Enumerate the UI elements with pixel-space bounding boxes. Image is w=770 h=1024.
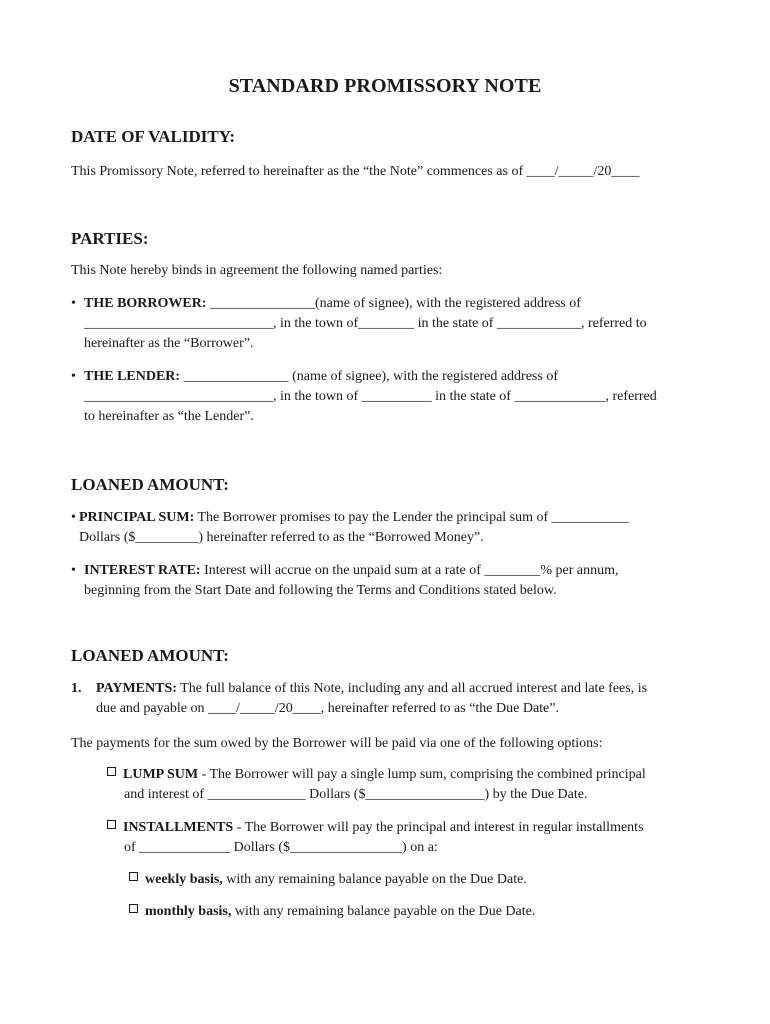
options-intro: The payments for the sum owed by the Borrower will be paid via one of the following options:	[71, 736, 603, 751]
lender-label: THE LENDER:	[84, 369, 181, 384]
borrower-label: THE BORROWER:	[84, 296, 207, 311]
borrower-line-3: hereinafter as the “Borrower”.	[84, 336, 254, 351]
monthly-text: with any remaining balance payable on the Due Date.	[231, 904, 536, 919]
validity-heading: DATE OF VALIDITY:	[71, 127, 236, 146]
lump-sum-line-2: and interest of ______________ Dollars ($_________________) by the Due Date.	[124, 787, 588, 802]
loaned-amount-heading: LOANED AMOUNT:	[71, 475, 229, 494]
parties-heading: PARTIES:	[71, 229, 149, 248]
installments-option[interactable]	[107, 818, 644, 858]
borrower-bullet: •	[71, 296, 76, 311]
lender-line-1: _______________ (name of signee), with the registered address of	[180, 369, 558, 384]
lender-line-2: ___________________________, in the town of __________ in the state of _____________, referred	[84, 389, 657, 404]
lender-clause	[84, 367, 657, 427]
principal-label: PRINCIPAL SUM:	[79, 510, 195, 525]
lender-line-3: to hereinafter as “the Lender”.	[84, 409, 254, 424]
borrower-clause	[84, 294, 647, 354]
lump-sum-checkbox[interactable]	[107, 767, 116, 776]
lump-sum-option[interactable]	[107, 765, 646, 805]
loaned-amount-heading-2: LOANED AMOUNT:	[71, 646, 229, 665]
interest-bullet: •	[71, 563, 76, 578]
payments-line-2: due and payable on ____/_____/20____, hereinafter referred to as “the Due Date”.	[96, 701, 559, 716]
validity-text: This Promissory Note, referred to hereinafter as the “the Note” commences as of ____/_____/20____	[71, 164, 640, 179]
weekly-label: weekly basis,	[145, 872, 223, 887]
weekly-checkbox[interactable]	[129, 872, 138, 881]
principal-bullet: •	[71, 510, 76, 525]
lump-sum-label: LUMP SUM	[123, 767, 199, 782]
interest-line-2: beginning from the Start Date and following the Terms and Conditions stated below.	[84, 583, 557, 598]
weekly-text: with any remaining balance payable on the Due Date.	[222, 872, 527, 887]
lump-sum-line-1: - The Borrower will pay a single lump sum, comprising the combined principal	[198, 767, 646, 782]
installments-label: INSTALLMENTS	[123, 820, 234, 835]
borrower-line-2: ___________________________, in the town of________ in the state of ____________, referred to	[84, 316, 647, 331]
interest-clause	[84, 561, 619, 601]
monthly-checkbox[interactable]	[129, 904, 138, 913]
monthly-option[interactable]	[129, 902, 535, 922]
installments-line-2: of _____________ Dollars ($________________) on a:	[124, 840, 438, 855]
payments-line-1: The full balance of this Note, including any and all accrued interest and late fees, is	[176, 681, 648, 696]
interest-line-1: Interest will accrue on the unpaid sum at a rate of ________% per annum,	[200, 563, 619, 578]
borrower-line-1: _______________(name of signee), with the registered address of	[206, 296, 581, 311]
monthly-label: monthly basis,	[145, 904, 232, 919]
payments-number: 1.	[71, 681, 82, 696]
payments-clause	[96, 679, 647, 719]
lender-bullet: •	[71, 369, 76, 384]
principal-line-2: Dollars ($_________) hereinafter referred to as the “Borrowed Money”.	[79, 530, 484, 545]
weekly-option[interactable]	[129, 870, 527, 890]
document-title: STANDARD PROMISSORY NOTE	[228, 75, 542, 97]
parties-intro: This Note hereby binds in agreement the following named parties:	[71, 263, 443, 278]
principal-clause	[79, 508, 629, 548]
principal-line-1: The Borrower promises to pay the Lender the principal sum of ___________	[194, 510, 629, 525]
installments-checkbox[interactable]	[107, 820, 116, 829]
installments-line-1: - The Borrower will pay the principal and interest in regular installments	[233, 820, 644, 835]
payments-label: PAYMENTS:	[96, 681, 177, 696]
interest-label: INTEREST RATE:	[84, 563, 201, 578]
